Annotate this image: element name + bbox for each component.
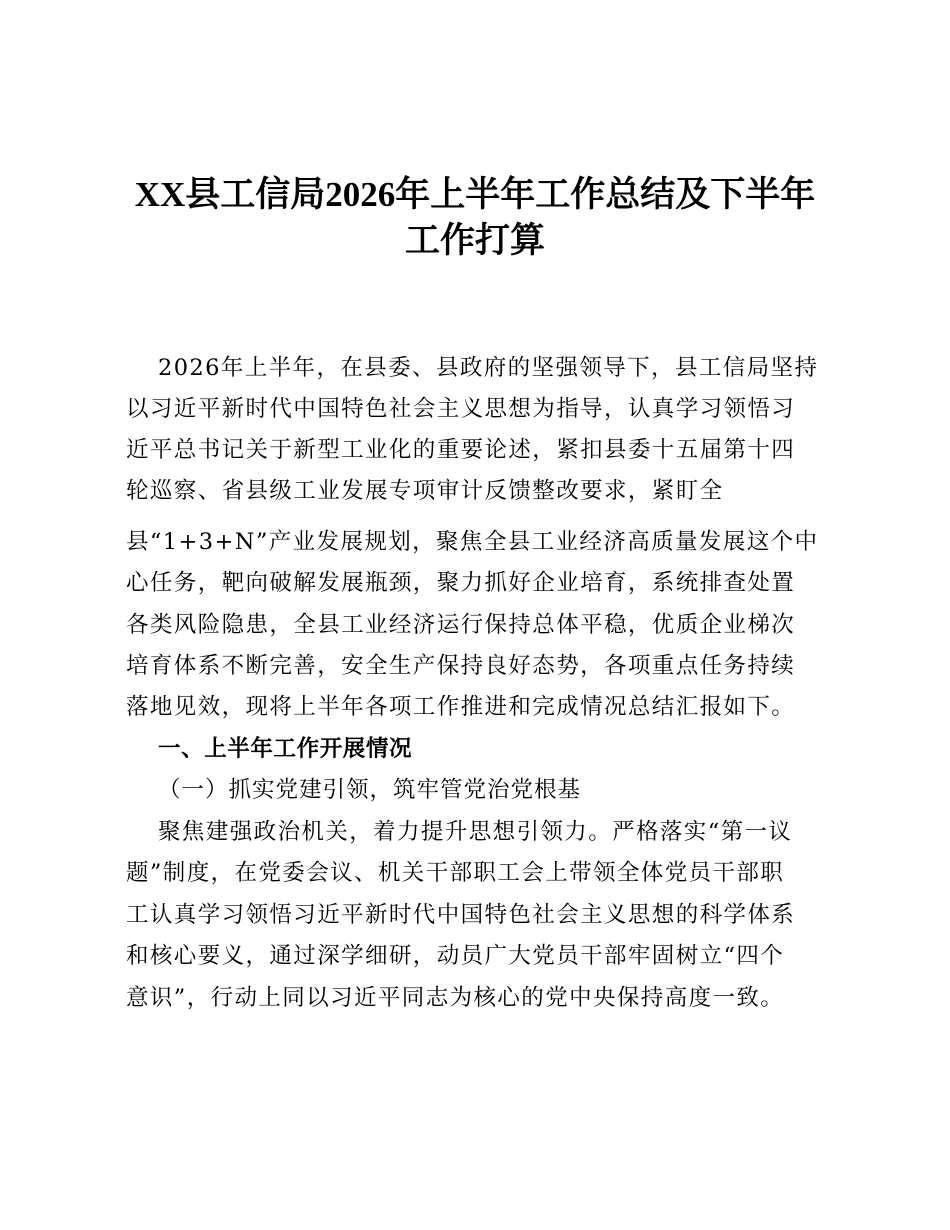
intro-line: 近平总书记关于新型工业化的重要论述，紧扣县委十五届第十四: [126, 437, 796, 463]
document-title-line-2: 工作打算: [404, 221, 545, 260]
paragraph-line: 题”制度，在党委会议、机关干部职工会上带领全体党员干部职: [126, 860, 785, 886]
intro-line: 县“1+3+N”产业发展规划，聚焦全县工业经济高质量发展这个中: [126, 529, 819, 555]
intro-line: 心任务，靶向破解发展瓶颈，聚力抓好企业培育，系统排查处置: [126, 570, 796, 596]
intro-line: 各类风险隐患，全县工业经济运行保持总体平稳，优质企业梯次: [126, 612, 796, 638]
intro-line: 2026年上半年，在县委、县政府的坚强领导下，县工信局坚持: [158, 355, 819, 381]
document-title-line-1: XX县工信局2026年上半年工作总结及下半年: [134, 175, 816, 214]
paragraph-line: 聚焦建强政治机关，着力提升思想引领力。严格落实“第一议: [158, 819, 793, 845]
intro-line: 培育体系不断完善，安全生产保持良好态势，各项重点任务持续: [126, 653, 796, 679]
paragraph-line: 工认真学习领悟习近平新时代中国特色社会主义思想的科学体系: [126, 902, 796, 928]
paragraph-line: 意识”，行动上同以习近平同志为核心的党中央保持高度一致。: [126, 985, 785, 1011]
intro-line: 轮巡察、省县级工业发展专项审计反馈整改要求，紧盯全: [126, 478, 724, 504]
section-heading: 一、上半年工作开展情况: [158, 736, 413, 762]
subsection-heading: （一）抓实党建引领，筑牢管党治党根基: [158, 777, 582, 803]
paragraph-line: 和核心要义，通过深学细研，动员广大党员干部牢固树立“四个: [126, 943, 785, 969]
intro-line: 以习近平新时代中国特色社会主义思想为指导，认真学习领悟习: [126, 396, 796, 422]
intro-line: 落地见效，现将上半年各项工作推进和完成情况总结汇报如下。: [126, 694, 796, 720]
